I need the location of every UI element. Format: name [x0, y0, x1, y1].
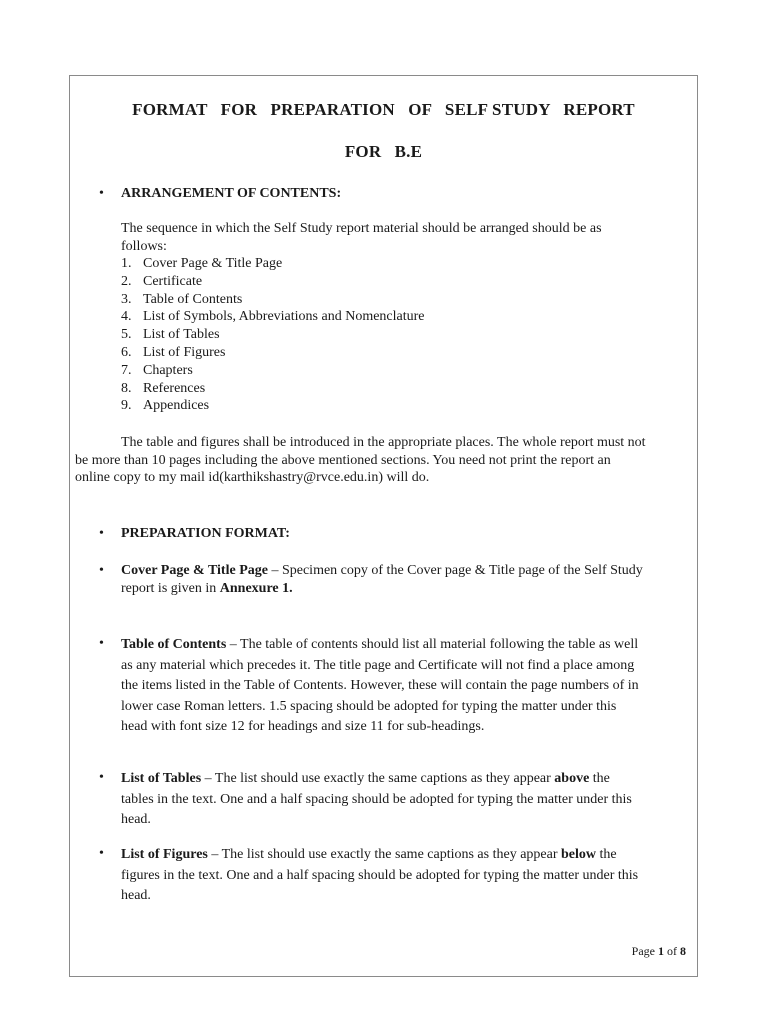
toc-text-1: – The table of contents should list all material following the table as well [226, 637, 639, 652]
arrangement-paragraph [75, 434, 687, 487]
toc-text-4: lower case Roman letters. 1.5 spacing should be adopted for typing the matter under this [121, 698, 617, 714]
figures-text-1a: – The list should use exactly the same captions as they appear [207, 847, 562, 862]
bullet-preparation: • [99, 526, 104, 541]
list-item: 1. Cover Page & Title Page [121, 256, 283, 271]
tables-text-1a: – The list should use exactly the same captions as they appear [201, 771, 555, 786]
list-item: 7. Chapters [121, 362, 193, 378]
list-item: 4. List of Symbols, Abbreviations and Nomenclature [121, 309, 425, 325]
list-item: 2. Certificate [121, 273, 203, 289]
list-item: 9. Appendices [121, 398, 210, 414]
list-item: 5. List of Tables [121, 327, 220, 343]
figures-text-3: head. [121, 888, 151, 903]
bullet-arrangement: • [99, 186, 104, 201]
cover-text-2: report is given in [121, 580, 220, 596]
tables-text-2: tables in the text. One and a half spacing should be adopted for typing the matter under this [121, 791, 632, 807]
arrangement-heading: ARRANGEMENT OF CONTENTS: [121, 186, 342, 201]
para-line-1: The table and figures shall be introduced in the appropriate places. The whole report must not [121, 435, 646, 450]
preparation-heading: PREPARATION FORMAT: [121, 526, 290, 541]
page-number [632, 944, 686, 959]
cover-text-1: – Specimen copy of the Cover page & Title page of the Self Study [267, 563, 643, 578]
toc-text-2: as any material which precedes it. The title page and Certificate will not find a place among [121, 657, 635, 673]
bullet-tables: • [99, 770, 104, 785]
toc-label: Table of Contents [121, 637, 227, 652]
page-label: Page [631, 944, 658, 958]
figures-emph: below [561, 847, 597, 862]
intro-line-2: follows: [121, 238, 167, 254]
page-total: 8 [680, 944, 686, 958]
figures-section [121, 845, 687, 907]
toc-text-5: head with font size 12 for headings and size 11 for sub-headings. [121, 719, 485, 734]
toc-section [121, 635, 687, 738]
bullet-figures: • [99, 846, 104, 861]
document-subtitle: FOR B.E [344, 142, 423, 161]
para-line-2: be more than 10 pages including the above mentioned sections. You need not print the report an [75, 452, 611, 468]
tables-text-3: head. [121, 812, 151, 827]
figures-text-1b: the [596, 847, 617, 862]
cover-label: Cover Page & Title Page [121, 563, 268, 578]
list-item: 6. List of Figures [121, 344, 226, 360]
of-label: of [664, 944, 680, 958]
bullet-toc: • [99, 636, 104, 651]
tables-text-1b: the [589, 771, 610, 786]
document-title: FORMAT FOR PREPARATION OF SELF STUDY REPORT [132, 100, 635, 119]
list-item: 3. Table of Contents [121, 291, 243, 307]
toc-text-3: the items listed in the Table of Contents. However, these will contain the page numbers of in [121, 678, 639, 693]
intro-line-1: The sequence in which the Self Study report material should be arranged should be as [121, 221, 602, 236]
page-current: 1 [658, 944, 664, 958]
figures-text-2: figures in the text. One and a half spacing should be adopted for typing the matter under this [121, 867, 639, 883]
tables-label: List of Tables [121, 771, 202, 786]
annexure-ref: Annexure 1. [219, 580, 293, 596]
figures-label: List of Figures [121, 847, 208, 862]
tables-section [121, 769, 687, 831]
bullet-cover: • [99, 563, 104, 578]
arrangement-intro [121, 220, 641, 255]
contents-list [121, 255, 425, 415]
para-line-3: online copy to my mail id(karthikshastry@rvce.edu.in) will do. [75, 470, 430, 486]
cover-section [121, 562, 687, 597]
tables-emph: above [554, 771, 590, 786]
list-item: 8. References [121, 380, 206, 396]
